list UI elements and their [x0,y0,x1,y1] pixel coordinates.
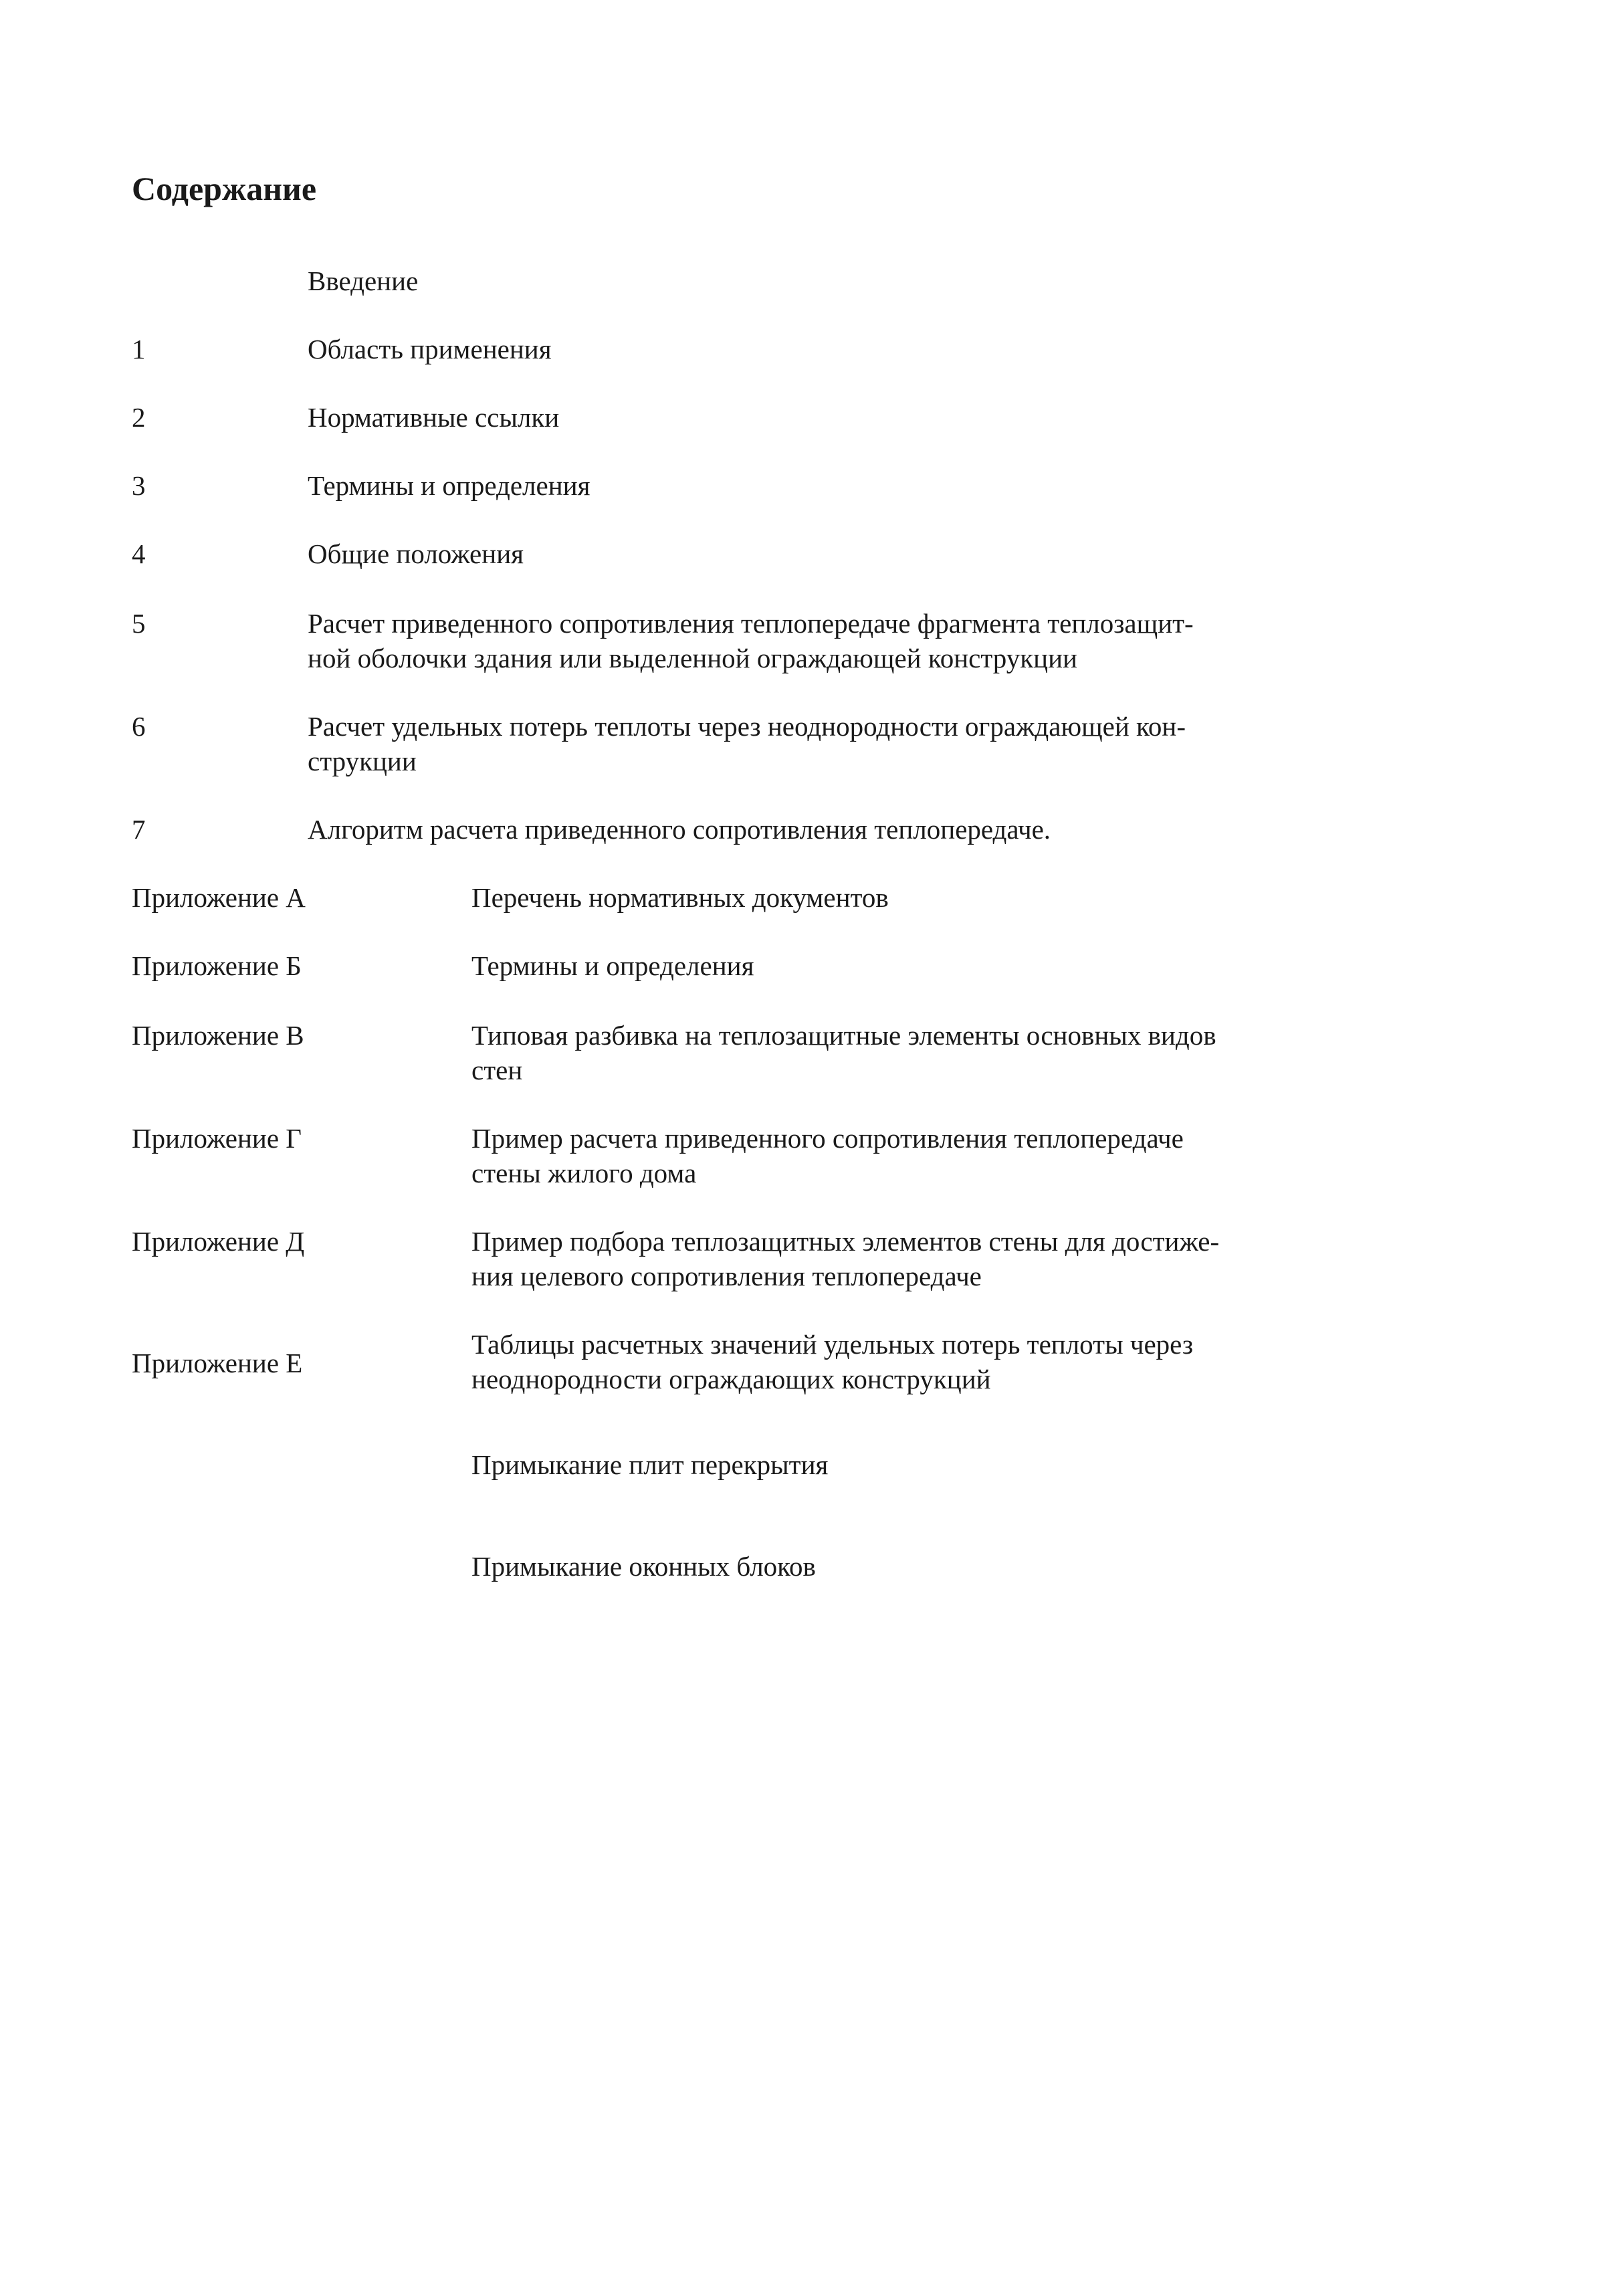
toc-entry-number: 2 [132,402,146,433]
appendix-line: ния целевого сопротивления теплопередаче [471,1261,982,1291]
appendix-line: неоднородности ограждающих конструкций [471,1364,991,1394]
subentry-text [471,1447,1341,1482]
appendix-line: Термины и определения [471,950,754,981]
toc-entry-line: ной оболочки здания или выделенной ограждающей конструкции [308,643,1077,673]
toc-entry-number: 3 [132,470,146,501]
toc-entry-number: 1 [132,334,146,364]
appendix-line: стены жилого дома [471,1158,697,1188]
toc-entry-line: Нормативные ссылки [308,402,560,433]
subentry-line: Примыкание плит перекрытия [471,1449,829,1480]
toc-entry-number: 6 [132,711,146,742]
toc-entry-line: струкции [308,746,417,776]
appendix-text [471,1327,1341,1396]
toc-entry-text [308,468,1337,503]
appendix-line: Таблицы расчетных значений удельных потерь теплоты через [471,1329,1194,1360]
subentry-line: Примыкание оконных блоков [471,1551,816,1582]
toc-entry-line: Область применения [308,334,552,364]
appendix-text [471,880,1341,915]
appendix-line: Перечень нормативных документов [471,882,889,913]
appendix-label: Приложение Г [132,1123,302,1154]
appendix-line: стен [471,1055,523,1085]
appendix-text [471,1121,1341,1190]
appendix-line: Типовая разбивка на теплозащитные элементы основных видов [471,1020,1216,1051]
appendix-text [471,948,1341,983]
appendix-text [471,1224,1341,1293]
appendix-label: Приложение А [132,882,306,913]
toc-entry-text [308,709,1337,778]
toc-entry-number: 7 [132,814,146,845]
appendix-line: Пример расчета приведенного сопротивления теплопередаче [471,1123,1184,1154]
toc-entry-text [308,264,1337,298]
toc-entry-line: Расчет приведенного сопротивления теплопередаче фрагмента теплозащит- [308,608,1194,639]
appendix-label: Приложение Б [132,950,302,981]
page-title: Содержание [132,170,317,207]
toc-entry-number: 5 [132,608,146,639]
appendix-label: Приложение Д [132,1226,305,1257]
appendix-text [471,1018,1341,1087]
toc-entry-line: Расчет удельных потерь теплоты через неоднородности ограждающей кон- [308,711,1186,742]
toc-entry-line: Общие положения [308,538,524,569]
toc-entry-line: Введение [308,266,419,296]
appendix-line: Пример подбора теплозащитных элементов стены для достиже- [471,1226,1220,1257]
toc-entry-text [308,812,1337,847]
toc-entry-text [308,606,1337,675]
toc-entry-line: Термины и определения [308,470,591,501]
toc-entry-text [308,332,1337,367]
toc-entry-line: Алгоритм расчета приведенного сопротивления теплопередаче. [308,814,1051,845]
toc-entry-text [308,400,1337,435]
toc-entry-text [308,536,1337,571]
subentry-text [471,1549,1341,1584]
toc-entry-number: 4 [132,538,146,569]
appendix-label: Приложение Е [132,1348,303,1378]
appendix-label: Приложение В [132,1020,304,1051]
